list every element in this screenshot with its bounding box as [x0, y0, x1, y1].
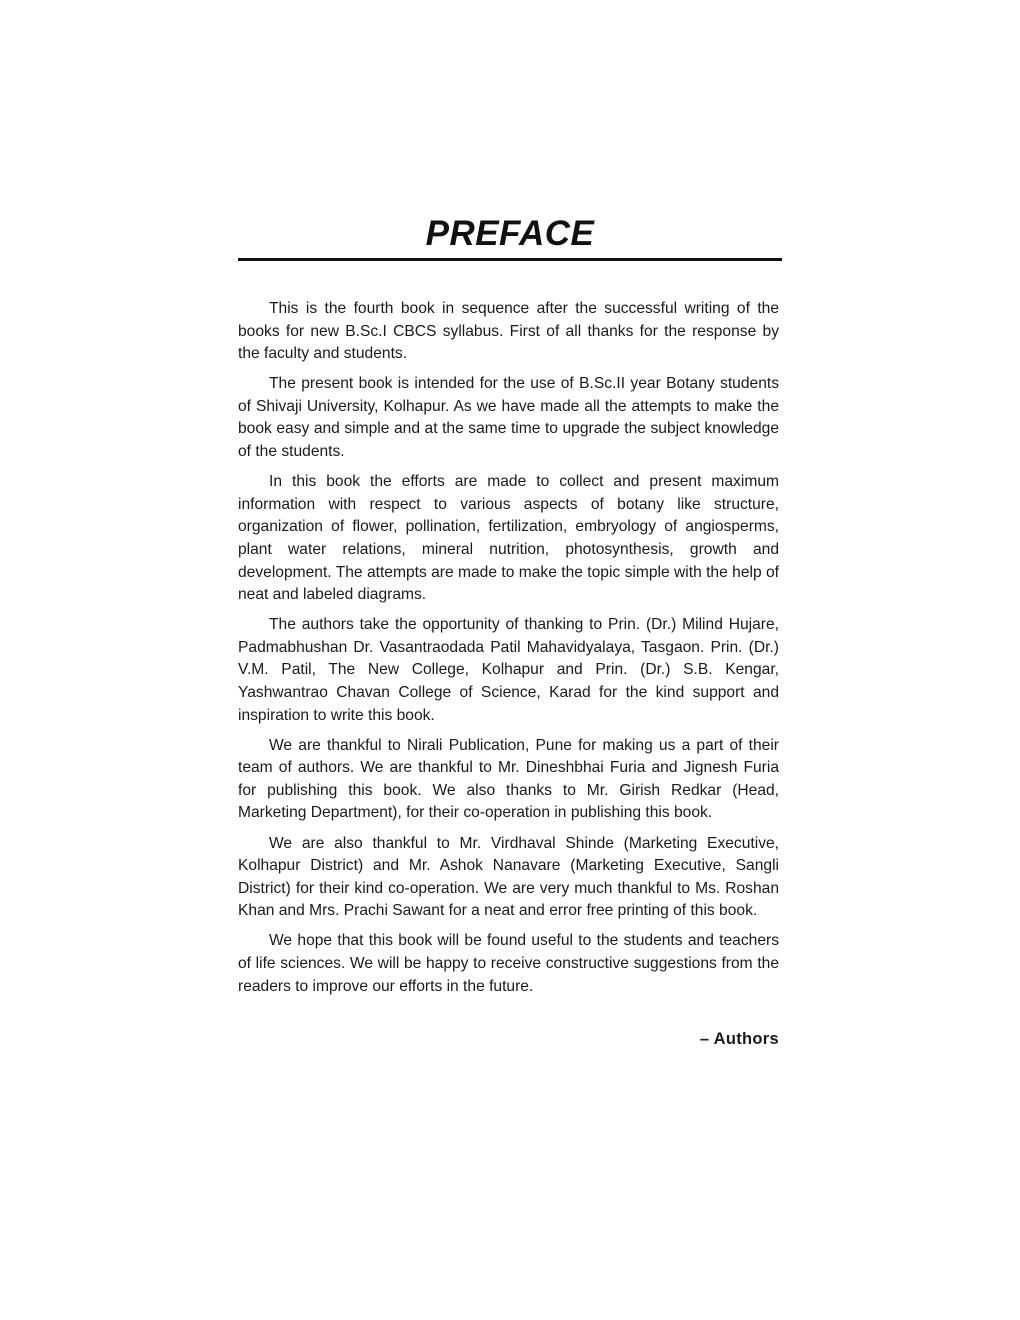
- paragraph-6: We are also thankful to Mr. Virdhaval Shinde (Marketing Executive, Kolhapur District) and Mr. Ashok Nanavare (Marketing Executive, Sangli District) for their kind co-operation. We are very much thankful to Ms. Roshan Khan and Mrs. Prachi Sawant for a neat and error free printing of this book.: [238, 834, 779, 920]
- paragraph-7: We hope that this book will be found useful to the students and teachers of life sciences. We will be happy to receive constructive suggestions from the readers to improve our efforts in the future.: [238, 932, 779, 995]
- paragraph-5: We are thankful to Nirali Publication, Pune for making us a part of their team of authors. We are thankful to Mr. Dineshbhai Furia and Jignesh Furia for publishing this book. We also thanks to Mr. Girish Redkar (Head, Marketing Department), for their co-operation in publishing this book.: [238, 736, 779, 822]
- paragraph-1: This is the fourth book in sequence after the successful writing of the books for new B.Sc.I CBCS syllabus. First of all thanks for the response by the faculty and students.: [238, 300, 779, 363]
- page-title: PREFACE: [425, 214, 595, 253]
- paragraph-3: In this book the efforts are made to collect and present maximum information with respect to various aspects of botany like structure, organization of flower, pollination, fertilization, embryology of angiosperms, plant water relations, mineral nutrition, photosynthesis, growth and development. The attempts are made to make the topic simple with the help of neat and labeled diagrams.: [238, 473, 779, 604]
- preface-body: [238, 298, 779, 998]
- paragraph-2: The present book is intended for the use of B.Sc.II year Botany students of Shivaji University, Kolhapur. As we have made all the attempts to make the book easy and simple and at the same time to upgrade the subject knowledge of the students.: [238, 375, 779, 461]
- paragraph-4: The authors take the opportunity of thanking to Prin. (Dr.) Milind Hujare, Padmabhushan Dr. Vasantraodada Patil Mahavidyalaya, Tasgaon. Prin. (Dr.) V.M. Patil, The New College, Kolhapur and Prin. (Dr.) S.B. Kengar, Yashwantrao Chavan College of Science, Karad for the kind support and inspiration to write this book.: [238, 616, 779, 724]
- authors-signature: – Authors: [699, 1030, 779, 1049]
- preface-page: [238, 212, 782, 1049]
- title-underline: [238, 258, 782, 261]
